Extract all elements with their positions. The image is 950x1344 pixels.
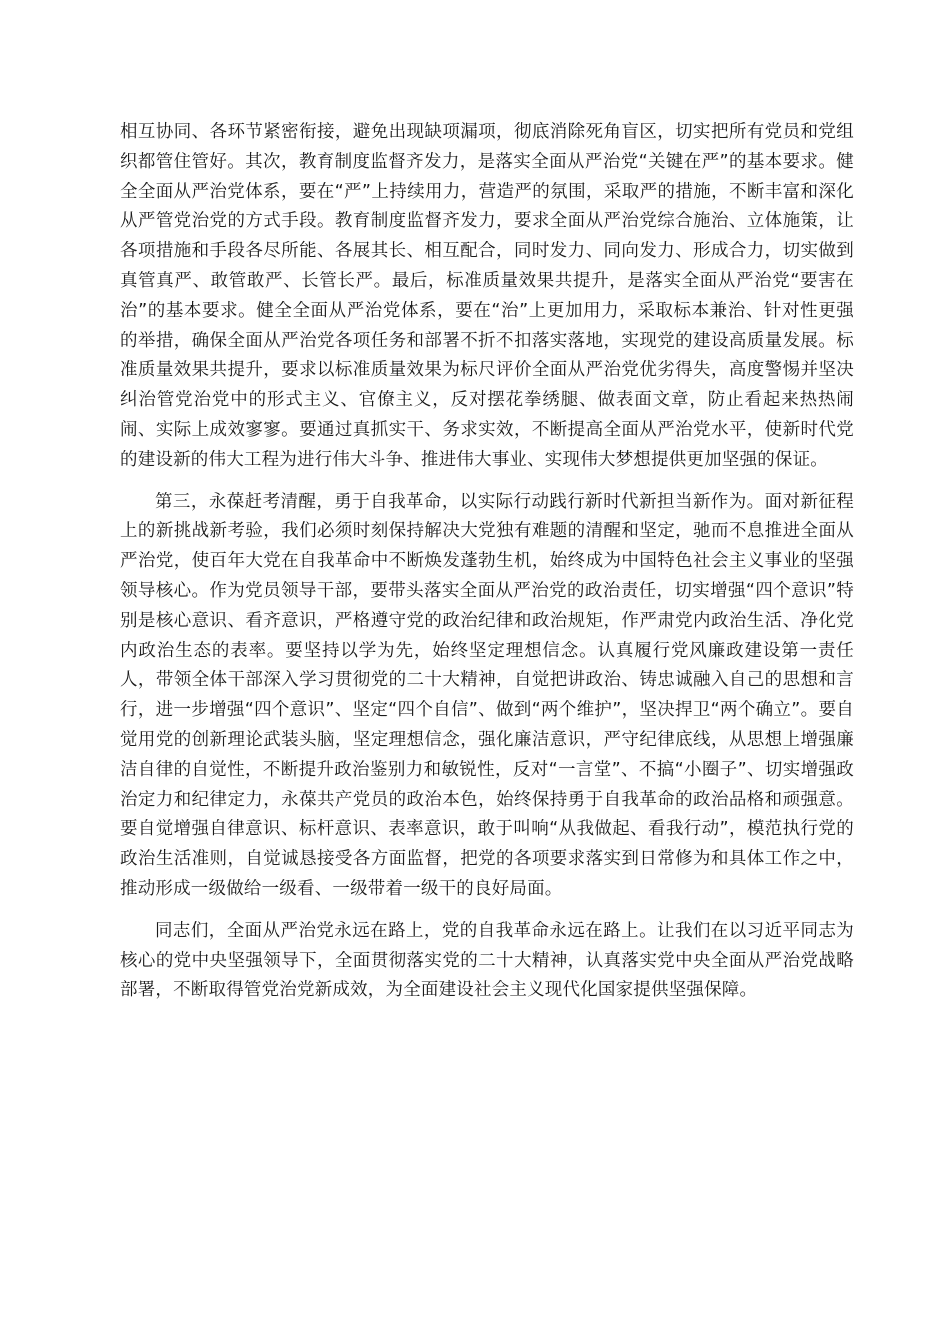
paragraph-continued: 相互协同、各环节紧密衔接，避免出现缺项漏项，彻底消除死角盲区，切实把所有党员和党组织都管住管好。其次，教育制度监督齐发力，是落实全面从严治党“关键在严”的基本要求。健全全面从严治党体系，要在“严”上持续用力，营造严的氛围，采取严的措施，不断丰富和深化从严管党治党的方式手段。教育制度监督齐发力，要求全面从严治党综合施治、立体施策，让各项措施和手段各尽所能、各展其长、相互配合，同时发力、同向发力、形成合力，切实做到真管真严、敢管敢严、长管长严。最后，标准质量效果共提升，是落实全面从严治党“要害在治”的基本要求。健全全面从严治党体系，要在“治”上更加用力，采取标本兼治、针对性更强的举措，确保全面从严治党各项任务和部署不折不扣落实落地，实现党的建设高质量发展。标准质量效果共提升，要求以标准质量效果为标尺评价全面从严治党优劣得失，高度警惕并坚决纠治管党治党中的形式主义、官僚主义，反对摆花拳绣腿、做表面文章，防止看起来热热闹闹、实际上成效寥寥。要通过真抓实干、务求实效，不断提高全面从严治党水平，使新时代党的建设新的伟大工程为进行伟大斗争、推进伟大事业、实现伟大梦想提供更加坚强的保证。 [120,122,854,470]
paragraph-closing: 同志们，全面从严治党永远在路上，党的自我革命永远在路上。让我们在以习近平同志为核心的党中央坚强领导下，全面贯彻落实党的二十大精神，认真落实党中央全面从严治党战略部署，不断取得管党治党新成效，为全面建设社会主义现代化国家提供坚强保障。 [120,920,854,1001]
document-body [120,118,854,1018]
paragraph-third-point: 第三，永葆赶考清醒，勇于自我革命，以实际行动践行新时代新担当新作为。面对新征程上的新挑战新考验，我们必须时刻保持解决大党独有难题的清醒和坚定，驰而不息推进全面从严治党，使百年大党在自我革命中不断焕发蓬勃生机，始终成为中国特色社会主义事业的坚强领导核心。作为党员领导干部，要带头落实全面从严治党的政治责任，切实增强“四个意识”特别是核心意识、看齐意识，严格遵守党的政治纪律和政治规矩，作严肃党内政治生活、净化党内政治生态的表率。要坚持以学为先，始终坚定理想信念。认真履行党风廉政建设第一责任人，带领全体干部深入学习贯彻党的二十大精神，自觉把讲政治、铸忠诚融入自己的思想和言行，进一步增强“四个意识”、坚定“四个自信”、做到“两个维护”，坚决捍卫“两个确立”。要自觉用党的创新理论武装头脑，坚定理想信念，强化廉洁意识，严守纪律底线，从思想上增强廉洁自律的自觉性，不断提升政治鉴别力和敏锐性，反对“一言堂”、不搞“小圈子”、切实增强政治定力和纪律定力，永葆共产党员的政治本色，始终保持勇于自我革命的政治品格和顽强意。要自觉增强自律意识、标杆意识、表率意识，敢于叫响“从我做起、看我行动”，模范执行党的政治生活准则，自觉诚恳接受各方面监督，把党的各项要求落实到日常修为和具体工作之中，推动形成一级做给一级看、一级带着一级干的良好局面。 [120,491,854,899]
